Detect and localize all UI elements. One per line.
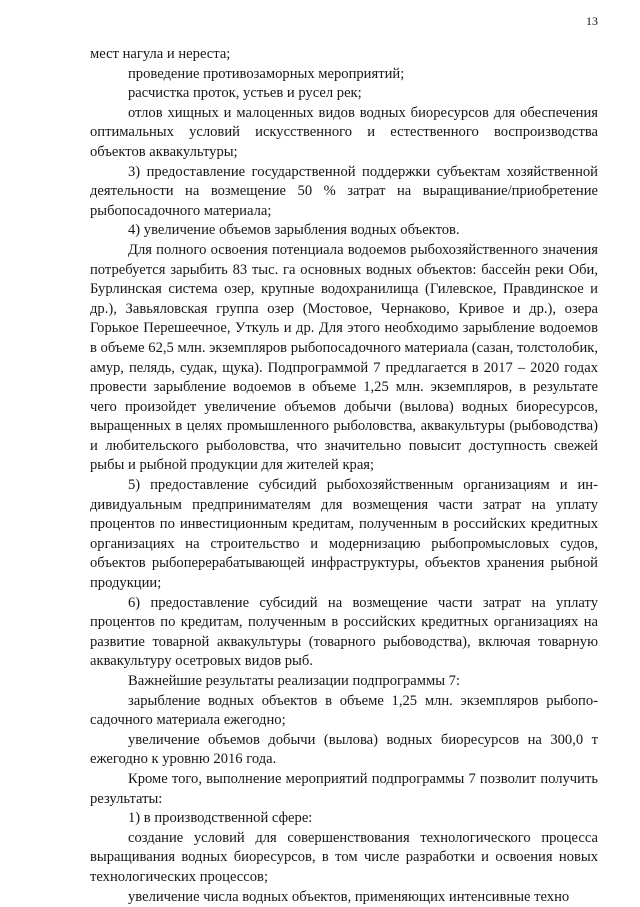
paragraph: создание условий для совершенствования технологического процесса выращивания водных биоресурсов, в том числе разработки и освоения новых технологических процессов; (90, 829, 598, 885)
paragraph: 1) в производственной сфере: (128, 810, 313, 827)
paragraph: Кроме того, выполнение мероприятий подпрограммы 7 позволит получить результаты: (90, 770, 598, 807)
paragraph: мест нагула и нереста; (90, 46, 231, 62)
paragraph: увеличение объемов добычи (вылова) водных биоресурсов на 300,0 т ежегодно к уровню 2016 года. (90, 731, 598, 768)
paragraph: увеличение числа водных объектов, применяющих интенсивные техно (128, 888, 570, 905)
paragraph: 4) увеличение объемов зарыбления водных объектов. (128, 222, 460, 239)
paragraph: 5) предоставление субсидий рыбохозяйственным организациям и индивидуальным предпринимателям для возмещения части затрат на уплату процентов по инвестиционным кредитам, полученным в российских кредитных организациях на строительство и модернизацию рыбопромысловых судов, объектов рыбоперерабатывающей инфраструктуры, объектов хранения рыбной продукции; (90, 477, 598, 592)
paragraph: проведение противозаморных мероприятий; (128, 65, 405, 82)
paragraph: Для полного освоения потенциала водоемов рыбохозяйственного значения потребуется зарыбить 83 тыс. га основных водных объектов: бассейн реки Оби, Бурлинская система озер, крупные водохранилища (Гилевское, Правдинское и др.), Завьяловская группа озер (Мостовое, Чернаково, Кривое и др.), озера Горькое Перешеечное, Уткуль и др. Для этого необходимо зарыбление водоемов в объеме 62,5 млн. экземпляров рыбопосадочного материала (сазан, толстолобик, амур, пелядь, судак, щука). Подпрограммой 7 предлагается в 2017 – 2020 годах провести зарыбление водоемов в объеме 1,25 млн. экземпляров, в результате чего произойдет увеличение объемов добычи (вылова) водных биоресурсов, выращенных в целях промышленного рыболовства, аквакультуры (рыбоводства) и любительского рыболовства, что значительно повысит доступность свежей рыбы и рыбной продукции для жителей края; (90, 241, 598, 474)
paragraph: 6) предоставление субсидий на возмещение части затрат на уплату процентов по кредитам, полученным в российских кредитных организациях на развитие товарной аквакультуры (товарного рыбоводства), включая товарную аквакультуру осетровых видов рыб. (90, 594, 598, 670)
paragraph: Важнейшие результаты реализации подпрограммы 7: (128, 673, 461, 689)
paragraph: зарыбление водных объектов в объеме 1,25 млн. экземпляров рыбопосадочного материала ежегодно; (90, 692, 598, 729)
body-text (90, 45, 598, 907)
paragraph: расчистка проток, устьев и русел рек; (128, 85, 362, 102)
paragraph: отлов хищных и малоценных видов водных биоресурсов для обеспечения оптимальных условий искусственного и естественного воспроизводства объектов аквакультуры; (90, 104, 598, 160)
page-number: 13 (586, 14, 598, 28)
paragraph: 3) предоставление государственной поддержки субъектам хозяйственной деятельности на возмещение 50 % затрат на выращивание/приобретение рыбопосадочного материала; (90, 163, 598, 219)
